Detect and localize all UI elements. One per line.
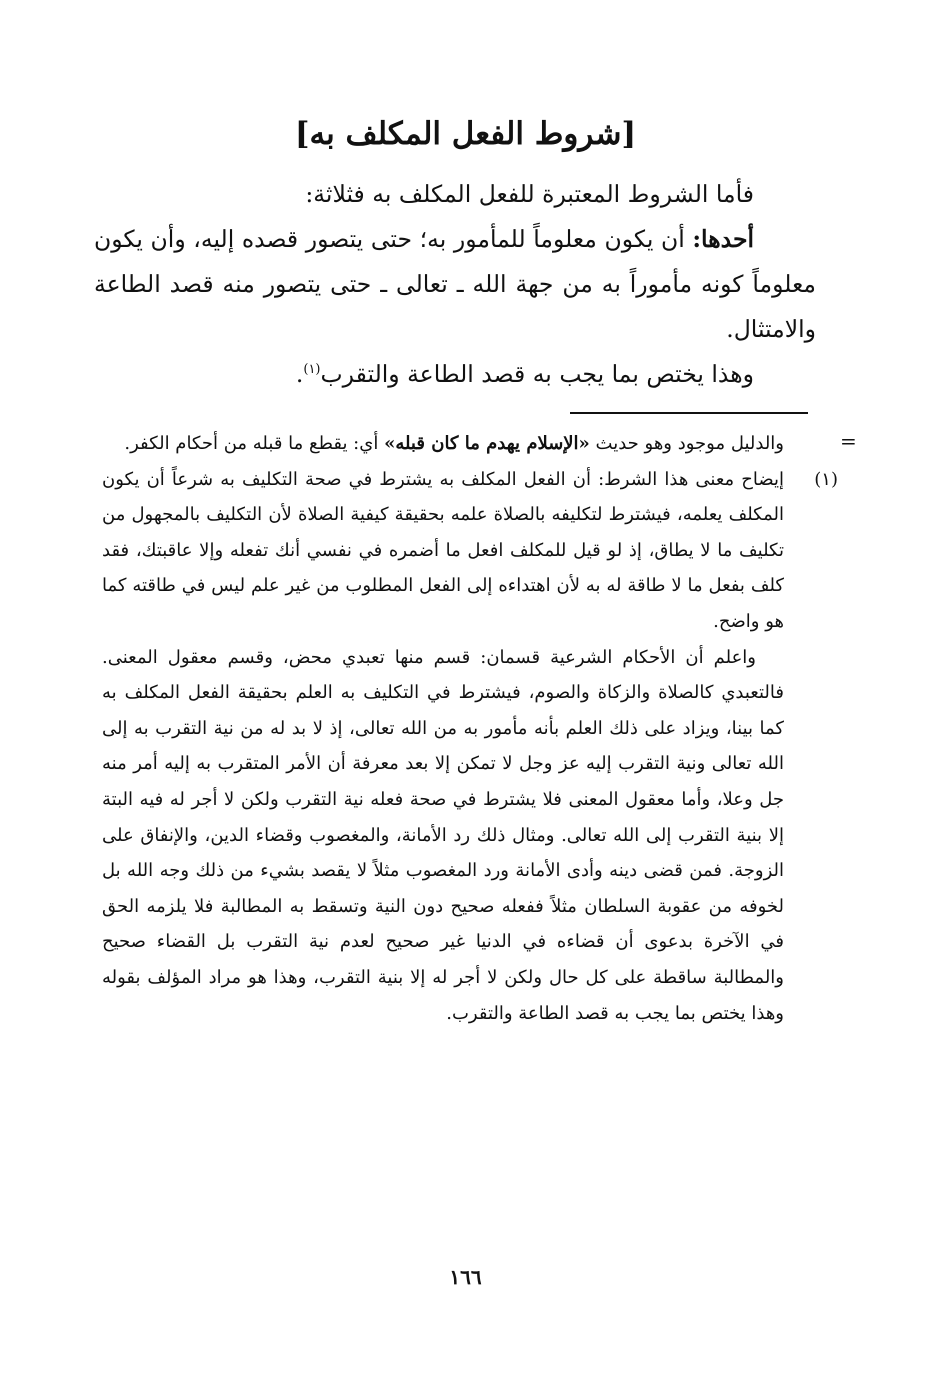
note-paragraph <box>94 352 816 397</box>
first-condition-text: أن يكون معلوماً للمأمور به؛ حتى يتصور قصده إليه، وأن يكون معلوماً كونه مأموراً به من جهة الله ـ تعالى ـ حتى يتصور منه قصد الطاعة والامتثال. <box>94 225 816 343</box>
note-text: وهذا يختص بما يجب به قصد الطاعة والتقرب <box>320 360 754 388</box>
footnote-continued-after: أي: يقطع ما قبله من أحكام الكفر. <box>124 433 385 454</box>
footnote-continued-before: والدليل موجود وهو حديث <box>589 433 784 454</box>
first-condition-paragraph <box>94 217 816 352</box>
footnote-ref-1[interactable]: (١) <box>303 362 321 378</box>
footnote-separator <box>570 412 808 414</box>
footnote-1-number: (١) <box>814 468 838 490</box>
note-end: . <box>295 360 304 388</box>
first-condition-label: أحدها: <box>692 225 754 253</box>
footnotes <box>102 426 838 1031</box>
footnote-continued <box>102 426 816 462</box>
hadith-quote: «الإسلام يهدم ما كان قبله» <box>384 433 590 454</box>
footnote-1 <box>102 462 838 640</box>
intro-paragraph: فأما الشروط المعتبرة للفعل المكلف به فثلاثة: <box>305 180 754 208</box>
main-text <box>94 172 816 397</box>
page-number: ١٦٦ <box>449 1265 482 1289</box>
footnote-1-paragraph-2: واعلم أن الأحكام الشرعية قسمان: قسم منها تعبدي محض، وقسم معقول المعنى. فالتعبدي كالصلاة والزكاة والصوم، فيشترط في التكليف به العلم بحقيقة الفعل المكلف به كما بينا، ويزاد على ذلك العلم بأنه مأمور به من الله تعالى، إذ لا بد له من نية التقرب به إلى الله تعالى ونية التقرب إليه عز وجل لا تمكن إلا بعد معرفة أن الأمر المتقرب به إليه أمر منه جل وعلا، وأما معقول المعنى فلا يشترط في صحة فعله نية التقرب ولكن لا أجر له فيه البتة إلا بنية التقرب إلى الله تعالى. ومثال ذلك رد الأمانة، والمغصوب وقضاء الدين، والإنفاق على الزوجة. فمن قضى دينه وأدى الأمانة ورد المغصوب مثلاً لا يقصد بشيء من ذلك وجه الله بل لخوفه من عقوبة السلطان مثلاً ففعله صحيح دون النية وتسقط به المطالبة فلا يلزمه الحق في الآخرة بدعوى أن قضاءه في الدنيا غير صحيح لعدم نية التقرب بل القضاء صحيح والمطالبة ساقطة على كل حال ولكن لا أجر له إلا بنية التقرب، وهذا هو مراد المؤلف بقوله وهذا يختص بما يجب به قصد الطاعة والتقرب. <box>102 646 784 1024</box>
footnote-continuation-mark: = <box>840 429 857 453</box>
section-title: [شروط الفعل المكلف به] <box>294 116 637 152</box>
footnote-1-text: إيضاح معنى هذا الشرط: أن الفعل المكلف به يشترط في صحة التكليف به شرعاً أن يكون المكلف يعلمه، فيشترط لتكليفه بالصلاة علمه بحقيقة كيفية الصلاة لأن التكليف بالمجهول من تكليف ما لا يطاق، إذ لو قيل للمكلف افعل ما أضمره في نفسي أنك تفعله وإلا عاقبتك، فقد كلف بفعل ما لا طاقة له به لأن اهتداءه إلى الفعل المطلوب من غير علم ليس في طاقته كما هو واضح. <box>102 468 784 632</box>
